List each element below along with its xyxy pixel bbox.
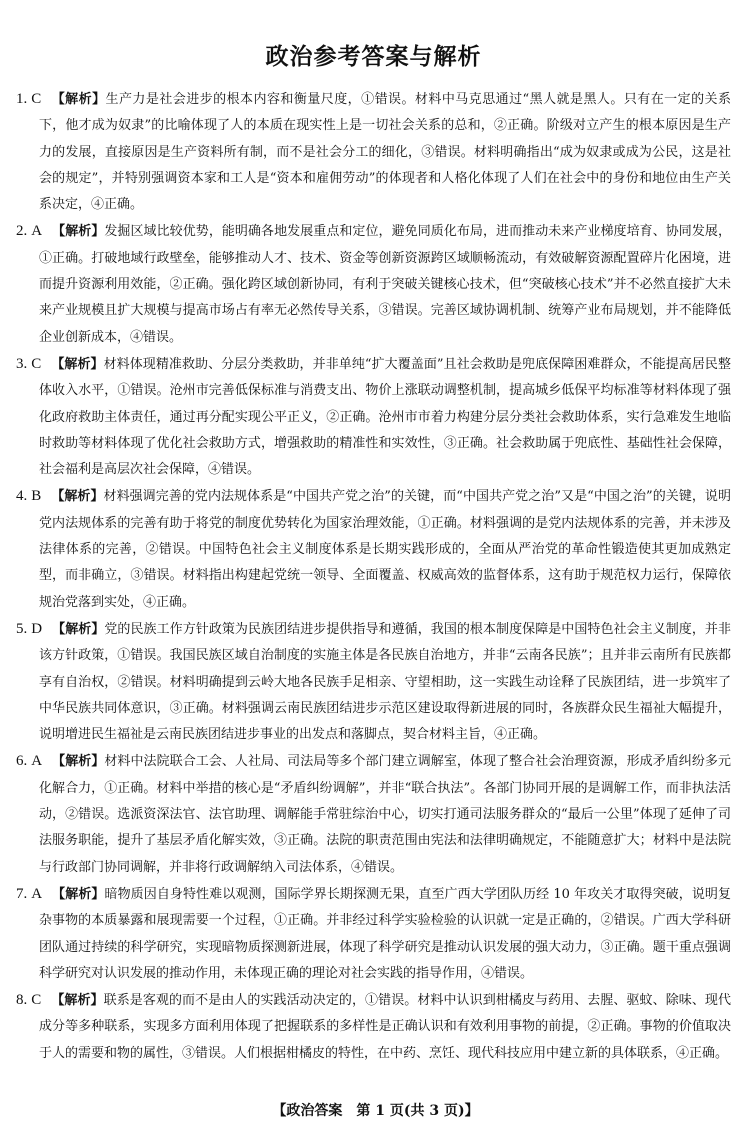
answer-item [16,86,731,218]
answer-item [16,483,731,615]
answer-letter: A [31,885,43,902]
analysis-tag: 【解析】 [51,993,104,1009]
question-number: 4. [16,488,28,505]
analysis-tag: 【解析】 [52,224,105,240]
analysis-text: 暗物质因自身特性难以观测，国际学界长期探测无果，直至广西大学团队历经 10 年攻关才取得突破，说明复杂事物的本质暴露和展现需要一个过程，①正确。并非经过科学实验检验的认识就一定是正确的，②错误。广西大学科研团队通过持续的科学研究，实现暗物质探测新进展，体现了科学研究是推动认识发展的强大动力，③正确。题干重点强调科学研究对认识发展的推动作用，未体现正确的理论对社会实践的指导作用，④错误。 [39,886,731,981]
analysis-tag: 【解析】 [52,621,105,637]
question-number: 3. [16,355,28,372]
answer-letter: C [31,355,42,372]
question-number: 5. [16,620,28,637]
analysis-text: 生产力是社会进步的根本内容和衡量尺度，①错误。材料中马克思通过“黑人就是黑人。只有在一定的关系下，他才成为奴隶”的比喻体现了人的本质在现实性上是一切社会关系的总和，②正确。阶级对立产生的根本原因是生产力的发展，直接原因是生产资料所有制，而不是社会分工的细化，③错误。材料明确指出“成为奴隶或成为公民，这是社会的规定”，并特别强调资本家和工人是“资本和雇佣劳动”的体现者和人格化体现了人们在社会中的身份和地位由生产关系决定，④正确。 [39,92,731,213]
analysis-tag: 【解析】 [52,886,105,902]
analysis-text: 联系是客观的而不是由人的实践活动决定的，①错误。材料中认识到柑橘皮与药用、去腥、驱蚊、除味、现代成分等多种联系，实现多方面利用体现了把握联系的多样性是正确认识和有效利用事物的前提，②正确。事物的价值取决于人的需要和物的属性，③错误。人们根据柑橘皮的特性，在中药、烹饪、现代科技应用中建立新的具体联系，④正确。 [39,993,731,1061]
answer-letter: C [31,992,42,1009]
analysis-tag: 【解析】 [52,754,105,770]
answer-item [16,351,731,483]
analysis-text: 材料中法院联合工会、人社局、司法局等多个部门建立调解室，体现了整合社会治理资源，形成矛盾纠纷多元化解合力，①正确。材料中举措的核心是“矛盾纠纷调解”，并非“联合执法”。各部门协同开展的是调解工作，而非执法活动，②错误。选派资深法官、法官助理、调解能手常驻综治中心，切实打通司法服务群众的“最后一公里”体现了延伸了司法服务职能，提升了基层矛盾化解实效，③正确。法院的职责范围由宪法和法律明确规定，不能随意扩大；材料中是法院与行政部门协同调解，并非将行政调解纳入司法体系，④错误。 [39,754,731,875]
question-number: 6. [16,753,28,770]
answer-item [16,881,731,987]
analysis-text: 材料强调完善的党内法规体系是“中国共产党之治”的关键，而“中国共产党之治”又是“中国之治”的关键，说明党内法规体系的完善有助于将党的制度优势转化为国家治理效能，①正确。材料强调的是党内法规体系的完善，并未涉及法律体系的完善，②错误。中国特色社会主义制度体系是长期实践形成的，全面从严治党的革命性锻造使其更加成熟定型，而非确立，③错误。材料指出构建起党统一领导、全面覆盖、权威高效的监督体系，这有助于规范权力运行，保障依规治党落到实处，④正确。 [39,489,731,610]
question-number: 2. [16,223,28,240]
analysis-tag: 【解析】 [51,489,104,505]
answer-item [16,218,731,350]
question-number: 8. [16,992,28,1009]
analysis-text: 材料体现精准救助、分层分类救助，并非单纯“扩大覆盖面”且社会救助是兜底保障困难群众，不能提高居民整体收入水平，①错误。沧州市完善低保标准与消费支出、物价上涨联动调整机制，提高城乡低保平均标准等材料体现了强化政府救助主体责任，通过再分配实现公平正义，②正确。沧州市市着力构建分层分类社会救助体系，实行急难发生地临时救助等材料体现了优化社会救助方式，增强救助的精准性和实效性，③正确。社会救助属于兜底性、基础性社会保障，社会福利是高层次社会保障，④错误。 [39,356,731,478]
analysis-text: 发掘区域比较优势，能明确各地发展重点和定位，避免同质化布局，进而推动未来产业梯度培育、协同发展，①正确。打破地域行政壁垒，能够推动人才、技术、资金等创新资源跨区域顺畅流动，有效破解资源配置碎片化困境，进而提升资源利用效能，②正确。强化跨区域创新协同，有利于突破关键核心技术，但“突破核心技术”并不必然直接扩大未来产业规模且扩大规模与提高市场占有率无必然传导关系，③错误。完善区域协调机制、统筹产业布局规划，并不能降低企业创新成本，④错误。 [39,224,731,345]
answer-list [16,86,731,1067]
analysis-tag: 【解析】 [51,356,104,372]
answer-letter: C [31,91,42,107]
answer-item [16,748,731,880]
answer-letter: B [31,488,42,505]
answer-letter: A [31,753,43,770]
answer-item [16,987,731,1067]
answer-letter: D [31,620,43,637]
page-footer: 【政治答案 第 1 页(共 3 页)】 [272,1103,479,1119]
answer-item [16,616,731,748]
analysis-text: 党的民族工作方针政策为民族团结进步提供指导和遵循，我国的根本制度保障是中国特色社会主义制度，并非该方针政策，①错误。我国民族区域自治制度的实施主体是各民族自治地方，并非“云南各民族”；且并非云南所有民族都享有自治权，②错误。材料明确提到云岭大地各民族手足相亲、守望相助，这一实践生动诠释了民族团结，进一步筑牢了中华民族共同体意识，③正确。材料强调云南民族团结进步示范区建设取得新进展的同时，各族群众民生福祉大幅提升，说明增进民生福祉是云南民族团结进步事业的出发点和落脚点，契合材料主旨，④正确。 [39,621,731,743]
page-title: 政治参考答案与解析 [265,43,482,70]
question-number: 7. [16,885,28,902]
question-number: 1. [16,91,28,107]
analysis-tag: 【解析】 [51,92,106,107]
answer-letter: A [31,223,43,240]
